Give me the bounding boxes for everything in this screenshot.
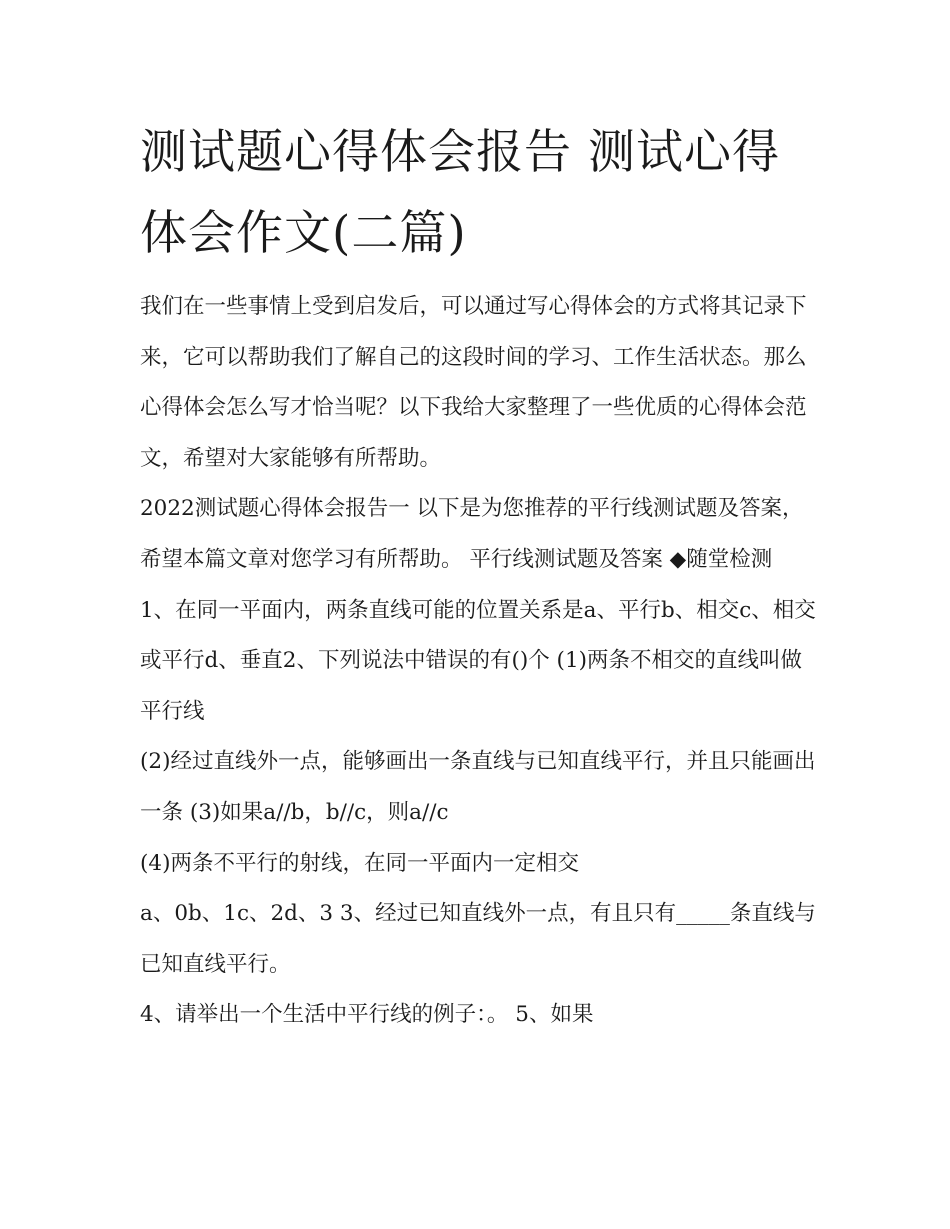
paragraph-report-intro: 2022测试题心得体会报告一 以下是为您推荐的平行线测试题及答案，希望本篇文章对您学习有所帮助。 平行线测试题及答案 ◆随堂检测	[140, 496, 804, 572]
document-page	[140, 112, 820, 1041]
paragraph-intro: 我们在一些事情上受到启发后，可以通过写心得体会的方式将其记录下来，它可以帮助我们了解自己的这段时间的学习、工作生活状态。那么心得体会怎么写才恰当呢？以下我给大家整理了一些优质的心得体会范文，希望对大家能够有所帮助。	[140, 294, 807, 471]
paragraph-statement-4: (4)两条不平行的射线，在同一平面内一定相交	[140, 850, 579, 876]
paragraph-question-1-2: 1、在同一平面内，两条直线可能的位置关系是a、平行b、相交c、相交或平行d、垂直2、下列说法中错误的有()个 (1)两条不相交的直线叫做平行线	[140, 597, 816, 724]
document-title: 测试题心得体会报告 测试心得体会作文(二篇)	[140, 125, 780, 261]
document-body	[140, 282, 820, 1041]
paragraph-options-question-3: a、0b、1c、2d、3 3、经过已知直线外一点，有且只有_____条直线与已知直线平行。	[140, 901, 816, 977]
paragraph-statement-2-3: (2)经过直线外一点，能够画出一条直线与已知直线平行，并且只能画出一条 (3)如果a//b，b//c，则a//c	[140, 749, 816, 825]
paragraph-question-4-5: 4、请举出一个生活中平行线的例子：。 5、如果	[140, 1002, 594, 1028]
